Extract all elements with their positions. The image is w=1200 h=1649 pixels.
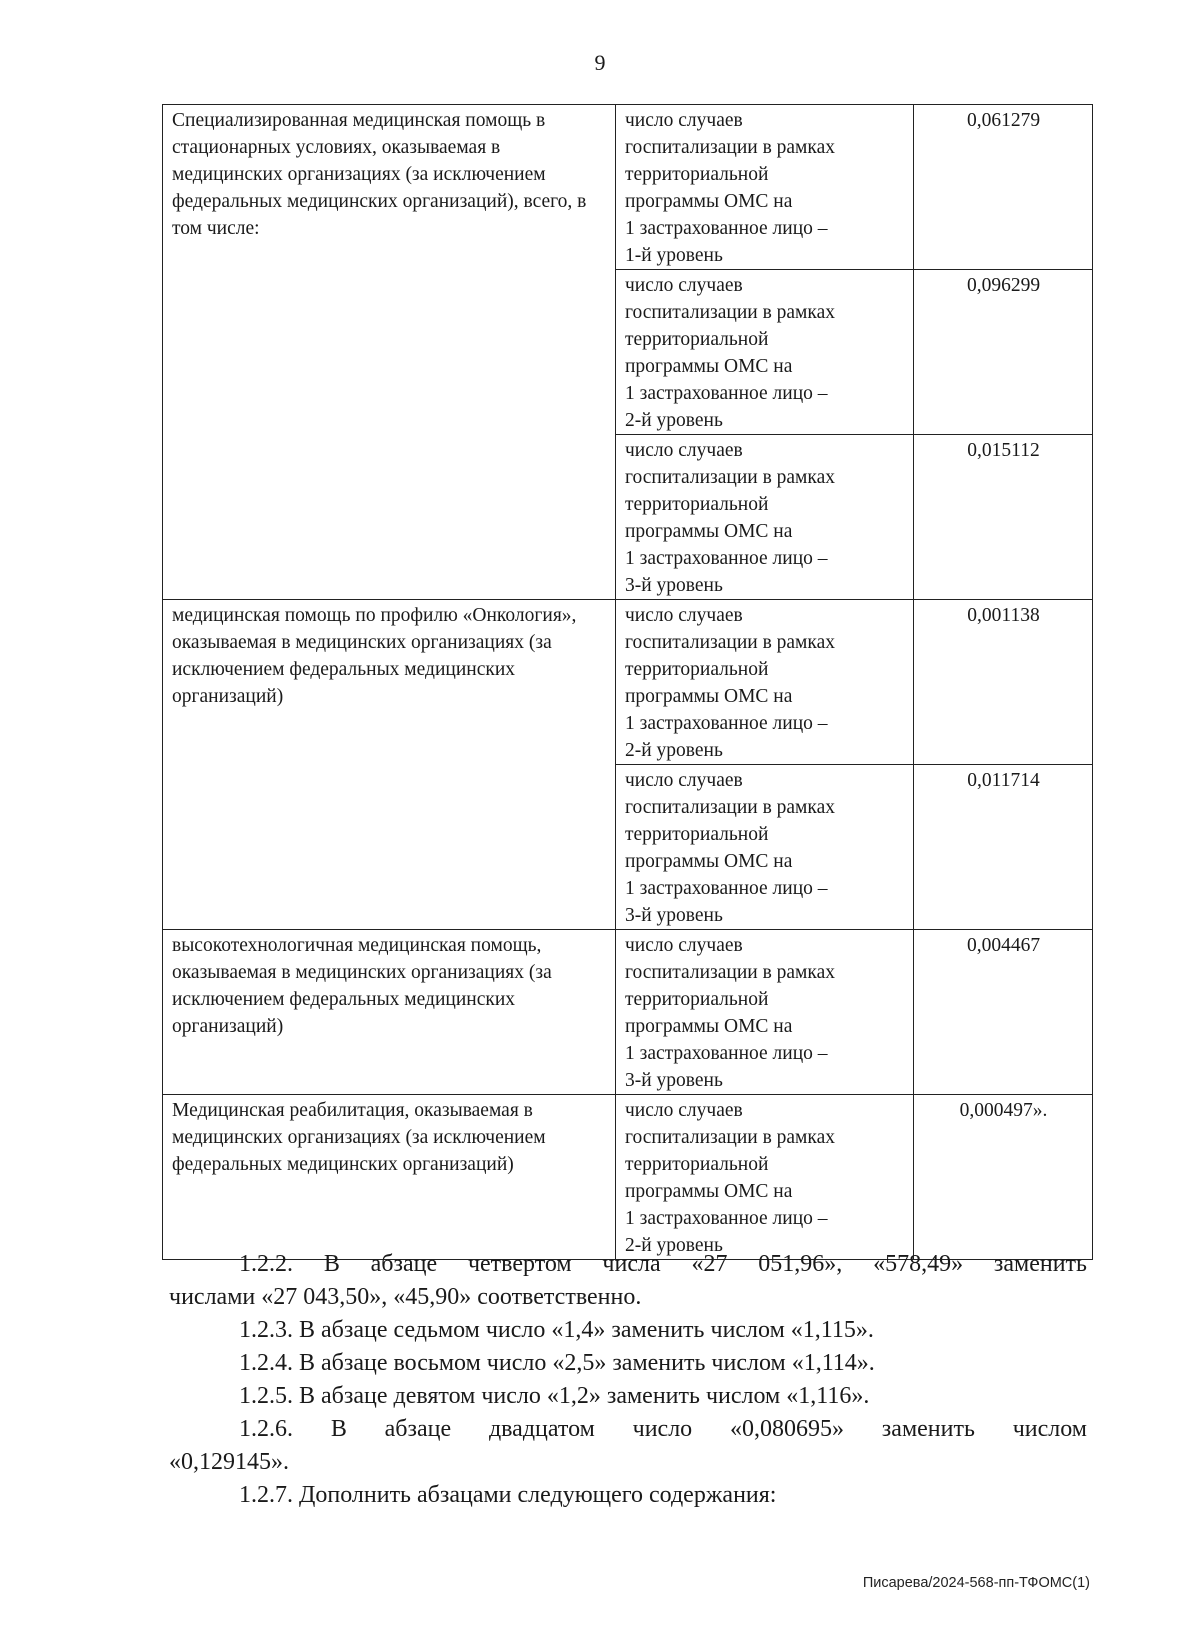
table-row <box>163 930 1093 1095</box>
indicators-table <box>162 104 1093 1260</box>
indicator-line: программы ОМС на <box>625 851 793 872</box>
document-reference: Писарева/2024-568-пп-ТФОМС(1) <box>862 1575 1090 1591</box>
indicator-cell <box>616 930 914 1095</box>
category-cell: высокотехнологичная медицинская помощь, оказываемая в медицинских организациях (за исключением федеральных медицинских организаций) <box>163 930 616 1095</box>
indicator-line: госпитализации в рамках <box>625 467 835 488</box>
table-row <box>163 600 1093 765</box>
page-number: 9 <box>594 50 606 75</box>
indicator-line: 1 застрахованное лицо – <box>625 1043 828 1064</box>
indicator-line: госпитализации в рамках <box>625 797 835 818</box>
indicator-line: 1 застрахованное лицо – <box>625 218 828 239</box>
indicator-line: 3-й уровень <box>625 575 723 596</box>
indicator-line: программы ОМС на <box>625 521 793 542</box>
value-cell: 0,015112 <box>914 435 1093 600</box>
indicator-cell <box>616 270 914 435</box>
table-row <box>163 1095 1093 1260</box>
indicator-line: 3-й уровень <box>625 1070 723 1091</box>
paragraph-1-2-4: 1.2.4. В абзаце восьмом число «2,5» заменить числом «1,114». <box>239 1350 875 1376</box>
paragraph-1-2-2: 1.2.2. В абзаце четвертом числа «27 051,96», «578,49» заменить <box>239 1251 1087 1277</box>
indicator-line: программы ОМС на <box>625 356 793 377</box>
indicator-line: 1-й уровень <box>625 245 723 266</box>
paragraph-1-2-6: 1.2.6. В абзаце двадцатом число «0,080695» заменить числом <box>239 1416 1087 1442</box>
paragraph-1-2-3: 1.2.3. В абзаце седьмом число «1,4» заменить числом «1,115». <box>239 1317 874 1343</box>
value-cell: 0,004467 <box>914 930 1093 1095</box>
table-body <box>163 105 1093 1260</box>
indicator-line: программы ОМС на <box>625 1181 793 1202</box>
indicator-line: 2-й уровень <box>625 1235 723 1256</box>
category-cell: медицинская помощь по профилю «Онкология», оказываемая в медицинских организациях (за исключением федеральных медицинских организаций) <box>163 600 616 930</box>
indicator-line: 1 застрахованное лицо – <box>625 878 828 899</box>
indicator-cell <box>616 765 914 930</box>
indicator-line: 3-й уровень <box>625 905 723 926</box>
indicator-line: госпитализации в рамках <box>625 137 835 158</box>
indicator-line: госпитализации в рамках <box>625 632 835 653</box>
paragraph-1-2-5: 1.2.5. В абзаце девятом число «1,2» заменить числом «1,116». <box>239 1383 870 1409</box>
indicator-line: число случаев <box>625 275 743 296</box>
paragraph-1-2-7: 1.2.7. Дополнить абзацами следующего содержания: <box>239 1482 777 1508</box>
paragraph-1-2-6-continuation: «0,129145». <box>169 1449 289 1475</box>
indicator-cell <box>616 105 914 270</box>
indicator-cell <box>616 435 914 600</box>
value-cell: 0,000497». <box>914 1095 1093 1260</box>
indicator-line: госпитализации в рамках <box>625 302 835 323</box>
indicator-line: программы ОМС на <box>625 1016 793 1037</box>
amendments-text <box>169 1248 1087 1512</box>
indicator-line: госпитализации в рамках <box>625 962 835 983</box>
indicator-line: число случаев <box>625 935 743 956</box>
indicator-line: число случаев <box>625 1100 743 1121</box>
indicator-line: 2-й уровень <box>625 410 723 431</box>
indicator-line: программы ОМС на <box>625 191 793 212</box>
indicator-line: программы ОМС на <box>625 686 793 707</box>
indicator-line: 1 застрахованное лицо – <box>625 548 828 569</box>
category-cell: Медицинская реабилитация, оказываемая в медицинских организациях (за исключением федеральных медицинских организаций) <box>163 1095 616 1260</box>
indicator-line: 1 застрахованное лицо – <box>625 713 828 734</box>
indicator-cell <box>616 1095 914 1260</box>
value-cell: 0,001138 <box>914 600 1093 765</box>
indicator-line: 1 застрахованное лицо – <box>625 383 828 404</box>
indicator-line: территориальной <box>625 1154 769 1175</box>
indicator-line: число случаев <box>625 770 743 791</box>
value-cell: 0,011714 <box>914 765 1093 930</box>
indicator-line: территориальной <box>625 824 769 845</box>
indicator-line: территориальной <box>625 329 769 350</box>
indicator-line: территориальной <box>625 494 769 515</box>
indicator-line: число случаев <box>625 110 743 131</box>
paragraph-1-2-2-continuation: числами «27 043,50», «45,90» соответственно. <box>169 1284 642 1310</box>
indicator-line: территориальной <box>625 989 769 1010</box>
category-cell: Специализированная медицинская помощь в стационарных условиях, оказываемая в медицинских организациях (за исключением федеральных медицинских организаций), всего, в том числе: <box>163 105 616 600</box>
table-row <box>163 105 1093 270</box>
value-cell: 0,061279 <box>914 105 1093 270</box>
indicator-line: число случаев <box>625 605 743 626</box>
indicator-cell <box>616 600 914 765</box>
indicator-line: территориальной <box>625 659 769 680</box>
indicator-line: 1 застрахованное лицо – <box>625 1208 828 1229</box>
indicator-line: госпитализации в рамках <box>625 1127 835 1148</box>
value-cell: 0,096299 <box>914 270 1093 435</box>
indicator-line: число случаев <box>625 440 743 461</box>
indicator-line: территориальной <box>625 164 769 185</box>
indicator-line: 2-й уровень <box>625 740 723 761</box>
